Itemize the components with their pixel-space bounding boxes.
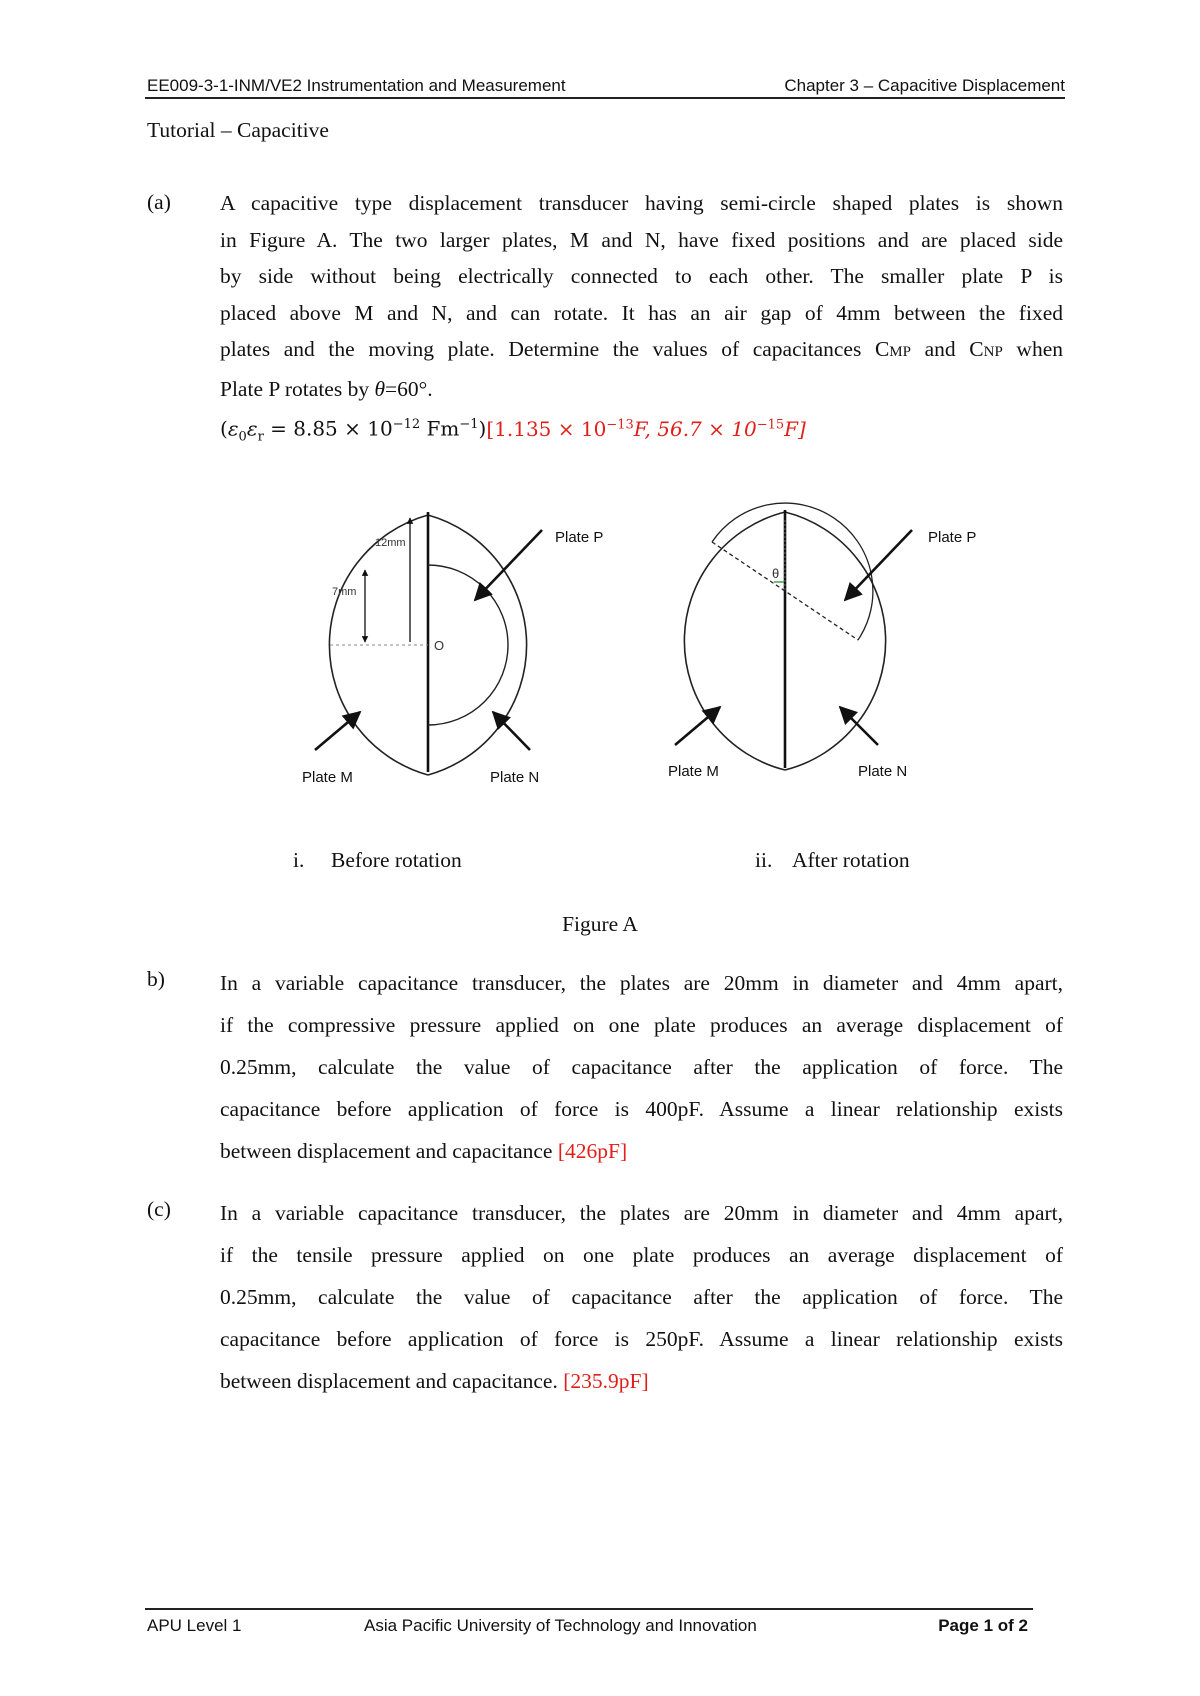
cmp-subscript: MP <box>889 344 911 360</box>
epsilon-r: ε <box>246 416 258 441</box>
subcaption-i: Before rotation <box>331 848 462 872</box>
formula-open: ( <box>220 416 228 441</box>
plate-p-rotated-arc <box>712 503 873 640</box>
plate-m-arrow-right <box>675 707 720 745</box>
header-right: Chapter 3 – Capacitive Displacement <box>784 76 1065 95</box>
plate-m-outline-rotated <box>684 512 785 770</box>
formula-unit: Fm <box>420 416 460 441</box>
figure-a <box>280 500 1000 800</box>
epsilon-r-sub: r <box>257 429 264 445</box>
plate-m-arrow <box>315 712 360 750</box>
plate-n-label-left: Plate N <box>490 769 540 786</box>
question-a-text <box>220 185 1063 456</box>
footer-left: APU Level 1 <box>147 1616 242 1635</box>
plate-n-outline-rotated <box>785 512 886 770</box>
plate-n-label-right: Plate N <box>858 763 908 780</box>
question-a-line: placed above M and N, and can rotate. It has an air gap of 4mm between the fixed <box>220 300 1063 325</box>
question-c-line-text: between displacement and capacitance. <box>220 1369 564 1393</box>
plate-n-arrow <box>493 712 530 750</box>
question-b-text <box>220 962 1063 1172</box>
answer-a-part3: F] <box>784 416 806 441</box>
question-c-line: 0.25mm, calculate the value of capacitance after the application of force. The <box>220 1285 1063 1309</box>
theta-symbol: θ <box>374 376 386 401</box>
footer-page-total: 2 <box>1018 1616 1028 1635</box>
question-c-line: if the tensile pressure applied on one plate produces an average displacement of <box>220 1243 1063 1267</box>
answer-a-exp1: −13 <box>606 417 634 432</box>
question-c-text <box>220 1192 1063 1402</box>
question-b-line: capacitance before application of force is 400pF. Assume a linear relationship exists <box>220 1097 1063 1121</box>
plate-p-label-right: Plate P <box>928 529 977 546</box>
answer-a-exp2: −15 <box>756 417 785 432</box>
question-a-line: in Figure A. The two larger plates, M and N, have fixed positions and are placed side <box>220 227 1063 252</box>
plate-p-arrow-right <box>845 530 912 600</box>
footer-rule <box>145 1608 1033 1610</box>
plate-n-arrow-right <box>840 707 878 745</box>
header-left: EE009-3-1-INM/VE2 Instrumentation and Measurement <box>147 76 566 95</box>
center-o-label: O <box>434 638 445 653</box>
question-c-line: capacitance before application of force is 250pF. Assume a linear relationship exists <box>220 1327 1063 1351</box>
question-b-line: In a variable capacitance transducer, the plates are 20mm in diameter and 4mm apart, <box>220 971 1063 995</box>
epsilon-0-sub: 0 <box>238 429 247 445</box>
diagram-before-rotation <box>302 512 603 786</box>
footer-center: Asia Pacific University of Technology and Innovation <box>364 1616 757 1635</box>
theta-mark: θ <box>772 566 780 581</box>
footer-page <box>938 1616 1028 1636</box>
footer-page-of: of <box>993 1616 1019 1635</box>
when-text: when <box>1002 337 1063 361</box>
answer-a <box>486 417 805 441</box>
question-c-line-last <box>220 1360 1063 1402</box>
answer-a-part1: [1.135 × 10 <box>486 416 607 441</box>
formula-exp2: −1 <box>459 417 479 432</box>
plate-m-label-right: Plate M <box>668 763 719 780</box>
plate-p-label-left: Plate P <box>555 529 604 546</box>
epsilon-0: ε <box>227 416 239 441</box>
figure-caption: Figure A <box>562 912 638 936</box>
page-title: Tutorial – Capacitive <box>147 118 329 142</box>
subcaption-ii: After rotation <box>792 848 910 872</box>
plate-p-arrow <box>475 530 542 600</box>
header-rule <box>145 97 1065 99</box>
question-b-line: 0.25mm, calculate the value of capacitance after the application of force. The <box>220 1055 1063 1079</box>
cnp-subscript: NP <box>983 344 1003 360</box>
question-b-label: b) <box>147 967 165 991</box>
question-b-line-last <box>220 1130 1063 1172</box>
question-b-line-text: between displacement and capacitance <box>220 1139 558 1163</box>
footer-page-prefix: Page <box>938 1616 984 1635</box>
formula-close: ) <box>478 416 487 441</box>
footer-page-number: 1 <box>983 1616 994 1635</box>
question-a-line-text: plates and the moving plate. Determine the values of capacitances C <box>220 337 890 361</box>
dim-7mm-label: 7mm <box>332 586 357 598</box>
formula-exp1: −12 <box>392 417 421 432</box>
dim-12mm-label: 12mm <box>375 537 406 549</box>
answer-b: [426pF] <box>557 1139 628 1163</box>
question-b-line: if the compressive pressure applied on one plate produces an average displacement of <box>220 1013 1063 1037</box>
formula-value: = 8.85 × 10 <box>263 416 393 441</box>
plate-m-label-left: Plate M <box>302 769 353 786</box>
subcaption-i-number: i. <box>293 848 305 872</box>
question-a-line: by side without being electrically connected to each other. The smaller plate P is <box>220 264 1063 288</box>
question-a-label: (a) <box>147 190 171 214</box>
answer-a-part2: F, 56.7 × 10 <box>633 416 757 441</box>
question-a-line: A capacitive type displacement transducer having semi-circle shaped plates is shown <box>220 191 1063 215</box>
answer-c: [235.9pF] <box>563 1369 649 1393</box>
question-a-line-text: Plate P rotates by <box>220 376 375 401</box>
diagram-after-rotation <box>668 503 976 780</box>
question-a-line-capacitances <box>220 331 1063 371</box>
question-c-line: In a variable capacitance transducer, the plates are 20mm in diameter and 4mm apart, <box>220 1201 1063 1225</box>
subcaption-ii-number: ii. <box>755 848 773 872</box>
question-a-formula <box>220 407 1063 456</box>
and-c-text: and C <box>910 337 984 361</box>
question-a-line-rotation <box>220 371 1063 408</box>
question-c-label: (c) <box>147 1197 171 1221</box>
angle-text: =60°. <box>385 376 433 401</box>
